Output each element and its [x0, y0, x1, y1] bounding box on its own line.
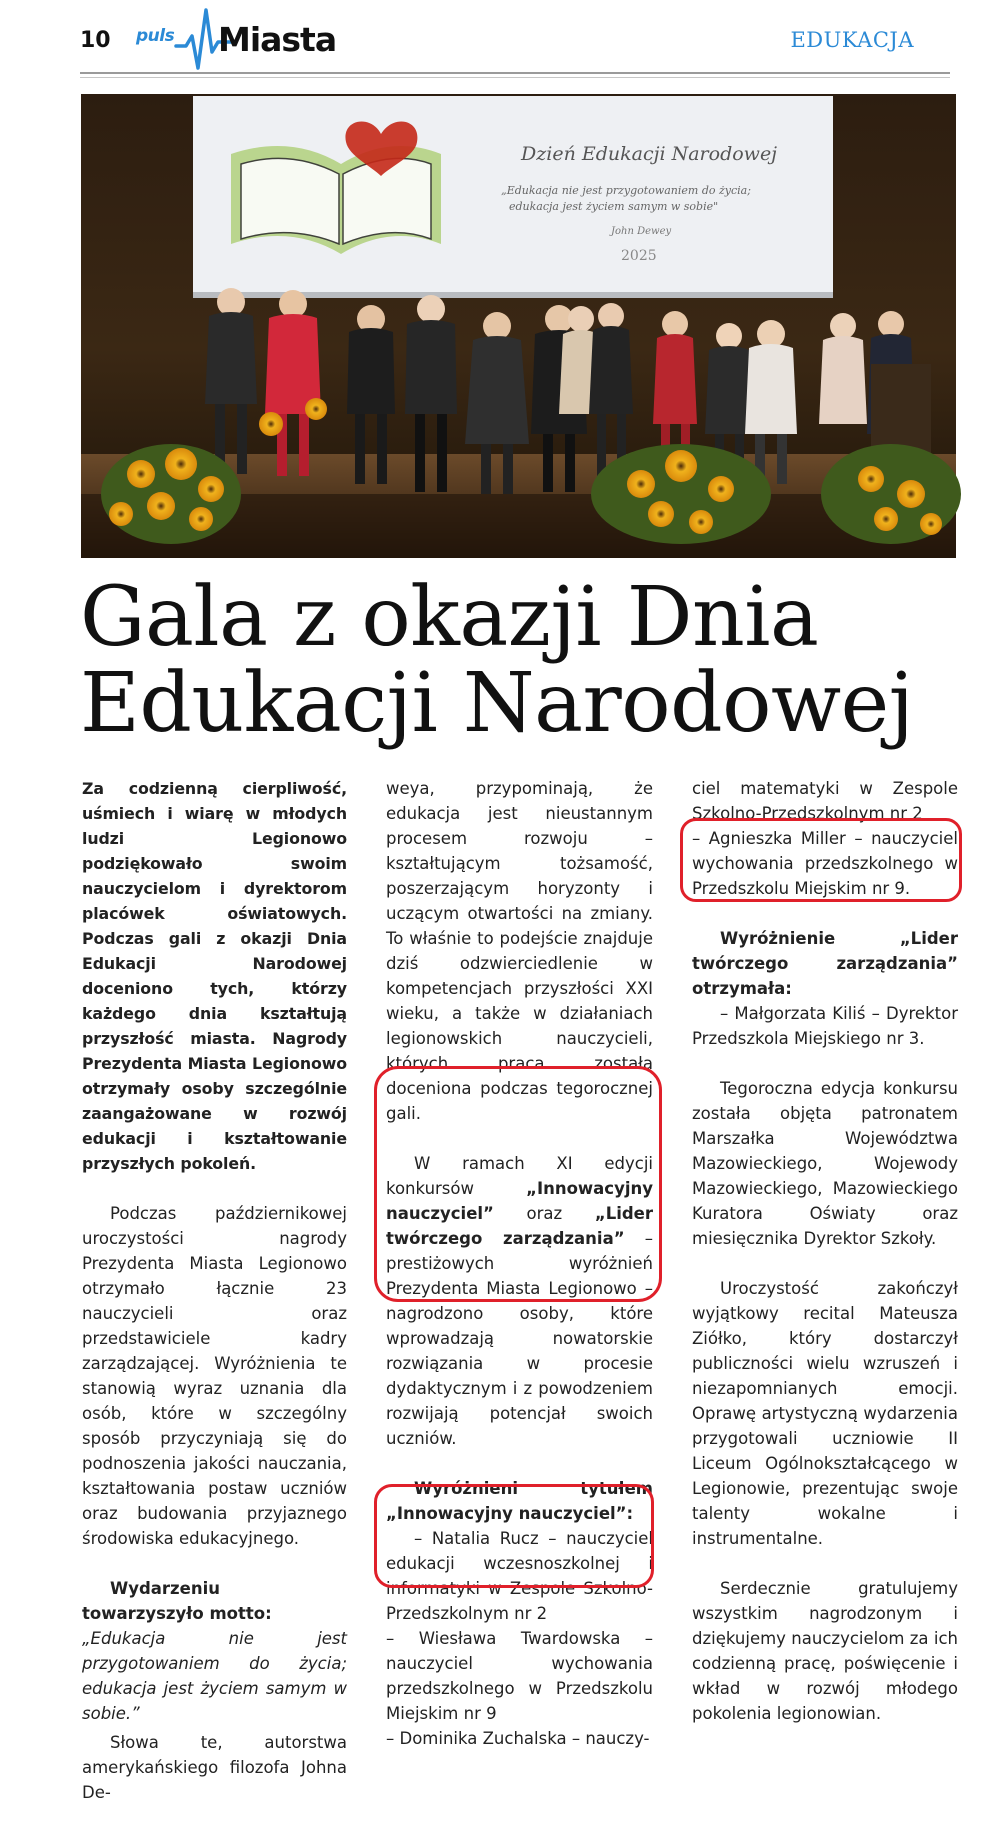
page-number: 10: [80, 28, 111, 53]
motto-quote: „Edukacja nie jest przygotowaniem do życia; edukacja jest życiem samym w sobie.”: [82, 1629, 347, 1723]
honoree-item-continued: ciel matematyki w Zespole Szkolno-Przedszkolnym nr 2: [692, 779, 958, 823]
article-column-1: [82, 776, 347, 1830]
leader-heading: Wyróżnienie „Lider twórczego zarządzania” otrzymała:: [692, 929, 958, 998]
motto-heading: Wydarzeniu towarzyszyło motto:: [82, 1579, 272, 1623]
honoree-item: – Natalia Rucz – nauczyciel edukacji wczesnoszkolnej i informatyki w Zespole Szkolno-Przedszkolnym nr 2: [386, 1529, 653, 1623]
paragraph: Uroczystość zakończył wyjątkowy recital Mateusza Ziółko, który dostarczył publiczności wielu wzruszeń i niezapomnianych emocji. Oprawę artystyczną wydarzenia przygotowali uczniowie II Liceum Ogólnokształcącego w Legionowie, prezentując swoje talenty wokalne i instrumentalne.: [692, 1279, 958, 1548]
honoree-item: – Agnieszka Miller – nauczyciel wychowania przedszkolnego w Przedszkolu Miejskim nr 9.: [692, 829, 958, 898]
puls-miasta-logo: [132, 6, 337, 78]
competition-name-innovative: „Innowacyjny nauczyciel”: [386, 1179, 653, 1223]
competition-name-leader: „Lider twórczego zarządzania”: [386, 1204, 653, 1248]
screen-signature: John Dewey: [611, 226, 672, 237]
logo-miasta-text: Miasta: [218, 20, 337, 59]
honorees-heading: Wyróżnieni tytułem „Innowacyjny nauczyciel”:: [386, 1479, 653, 1523]
section-label: EDUKACJA: [790, 28, 914, 52]
leader-item: – Małgorzata Kiliś – Dyrektor Przedszkola Miejskiego nr 3.: [692, 1004, 958, 1048]
paragraph: weya, przypominają, że edukacja jest nieustannym procesem rozwoju – kształtującym tożsamość, poszerzającym horyzonty i uczącym otwartości na zmiany. To właśnie to podejście znajduje dziś odzwierciedlenie w kompetencjach przyszłości XXI wieku, a także w działaniach legionowskich nauczycieli, których praca została doceniona podczas tegorocznej gali.: [386, 779, 653, 1123]
paragraph: Serdecznie gratulujemy wszystkim nagrodzonym i dziękujemy nauczycielom za ich codzienną pracę, poświęcenie i wkład w rozwój młodego pokolenia legionowian.: [692, 1579, 958, 1723]
screen-quote-2: edukacja jest życiem samym w sobie": [509, 200, 719, 213]
screen-quote-1: „Edukacja nie jest przygotowaniem do życia;: [501, 184, 751, 197]
paragraph: Słowa te, autorstwa amerykańskiego filozofa Johna De-: [82, 1733, 347, 1802]
headline-line-1: Gala z okazji Dnia: [80, 570, 819, 665]
article-column-2: [386, 776, 653, 1751]
article-lead: Za codzienną cierpliwość, uśmiech i wiarę w młodych ludzi Legionowo podziękowało swoim nauczycielom i dyrektorom placówek oświatowych. Podczas gali z okazji Dnia Edukacji Narodowej doceniono tych, którzy każdego dnia kształtują przyszłość miasta. Nagrody Prezydenta Miasta Legionowo otrzymały osoby szczególnie zaangażowane w rozwój edukacji i kształtowanie przyszłych pokoleń.: [82, 779, 347, 1173]
header-divider-thin: [80, 77, 950, 78]
stage-illustration: [81, 94, 956, 558]
header-divider: [80, 72, 950, 74]
text: oraz: [493, 1204, 595, 1223]
logo-puls-text: puls: [136, 26, 175, 46]
article-headline: [80, 570, 960, 751]
gala-stage-photo: [81, 94, 956, 558]
paragraph: Tegoroczna edycja konkursu została objęta patronatem Marszałka Województwa Mazowieckiego, Wojewody Mazowieckiego, Mazowieckiego Kuratora Oświaty oraz miesięcznika Dyrektor Szkoły.: [692, 1079, 958, 1248]
paragraph: Podczas październikowej uroczystości nagrody Prezydenta Miasta Legionowo otrzymało łącznie 23 nauczycieli oraz przedstawiciele kadry zarządzającej. Wyróżnienia te stanowią wyraz uznania dla osób, które w szczególny sposób przyczyniają się do podnoszenia jakości nauczania, kształtowania postaw uczniów oraz budowania przyjaznego środowiska edukacyjnego.: [82, 1204, 347, 1548]
headline-line-2: Edukacji Narodowej: [80, 656, 914, 751]
honoree-item: – Dominika Zuchalska – nauczy-: [386, 1729, 650, 1748]
article-column-3: [692, 776, 958, 1751]
competition-paragraph: [386, 1151, 653, 1451]
screen-title: Dzień Edukacji Narodowej: [521, 143, 778, 165]
text: W ramach XI edycji konkursów: [386, 1154, 653, 1198]
screen-year: 2025: [621, 248, 657, 264]
honoree-item: – Wiesława Twardowska – nauczyciel wychowania przedszkolnego w Przedszkolu Miejskim nr 9: [386, 1629, 653, 1723]
text: – prestiżowych wyróżnień Prezydenta Miasta Legionowo – nagrodzono osoby, które wprowadzają nowatorskie rozwiązania w procesie dydaktycznym i z powodzeniem rozwijają potencjał swoich uczniów.: [386, 1229, 653, 1448]
